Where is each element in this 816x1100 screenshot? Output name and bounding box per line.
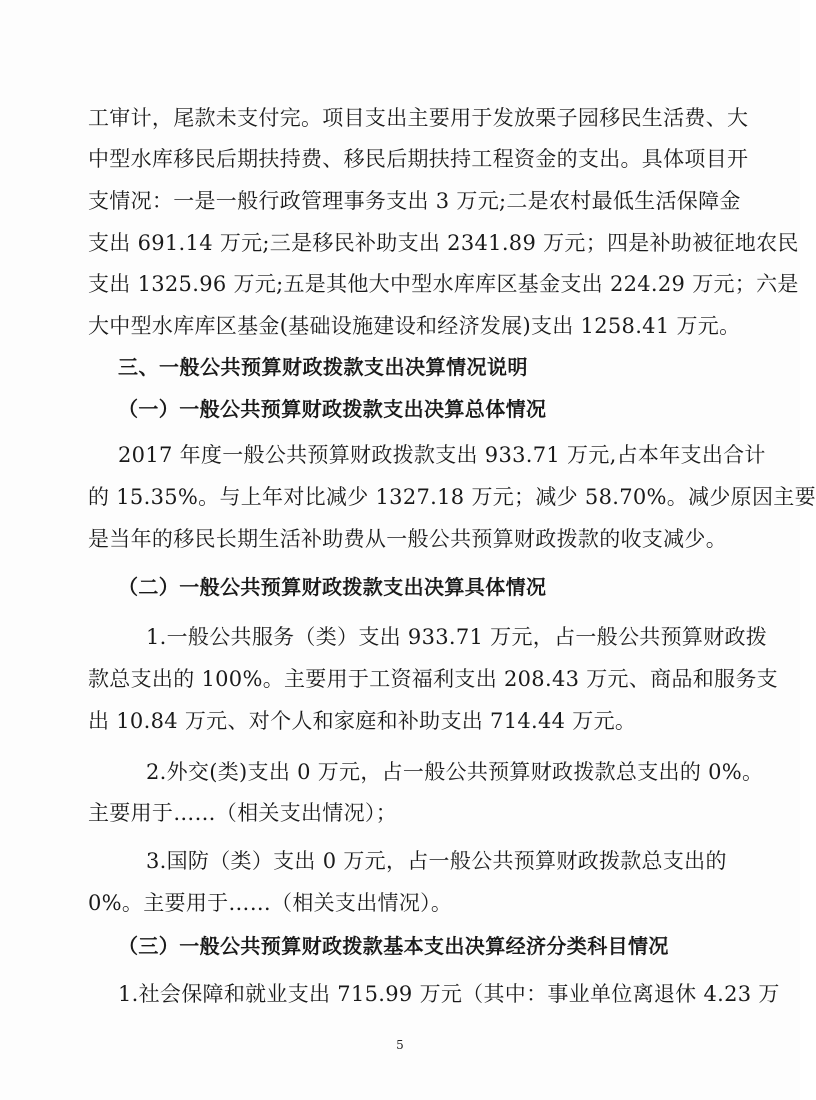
paragraph-line: 支情况：一是一般行政管理事务支出 3 万元;二是农村最低生活保障金 [88, 189, 741, 213]
paragraph-line: 支出 691.14 万元;三是移民补助支出 2341.89 万元；四是补助被征地农民 [88, 231, 799, 255]
subsection-heading: （三）一般公共预算财政拨款基本支出决算经济分类科目情况 [118, 934, 669, 958]
paragraph-line: 工审计，尾款未支付完。项目支出主要用于发放栗子园移民生活费、大 [88, 106, 749, 130]
paragraph-line: 1.社会保障和就业支出 715.99 万元（其中：事业单位离退休 4.23 万 [118, 982, 780, 1006]
section-heading: 三、一般公共预算财政拨款支出决算情况说明 [118, 355, 528, 379]
paragraph-line: 出 10.84 万元、对个人和家庭和补助支出 714.44 万元。 [88, 709, 637, 733]
paragraph-line: 2.外交(类)支出 0 万元，占一般公共预算财政拨款总支出的 0%。 [146, 760, 764, 784]
paragraph-line: 0%。主要用于……（相关支出情况）。 [88, 891, 453, 915]
paragraph-line: 款总支出的 100%。主要用于工资福利支出 208.43 万元、商品和服务支 [88, 667, 778, 691]
paragraph-line: 主要用于……（相关支出情况）； [88, 801, 397, 825]
paragraph-line: 大中型水库库区基金(基础设施建设和经济发展)支出 1258.41 万元。 [88, 314, 741, 338]
page-number: 5 [396, 1038, 404, 1052]
paragraph-line: 是当年的移民长期生活补助费从一般公共预算财政拨款的收支减少。 [88, 527, 727, 551]
subsection-heading: （一）一般公共预算财政拨款支出决算总体情况 [118, 397, 547, 421]
paragraph-line: 中型水库移民后期扶持费、移民后期扶持工程资金的支出。具体项目开 [88, 147, 749, 171]
paragraph-line: 的 15.35%。与上年对比减少 1327.18 万元；减少 58.70%。减少原因主要 [88, 485, 816, 509]
paragraph-line: 支出 1325.96 万元;五是其他大中型水库库区基金支出 224.29 万元；六是 [88, 272, 799, 296]
paragraph-line: 2017 年度一般公共预算财政拨款支出 933.71 万元,占本年支出合计 [118, 443, 766, 467]
paragraph-line: 3.国防（类）支出 0 万元，占一般公共预算财政拨款总支出的 [146, 849, 727, 873]
subsection-heading: （二）一般公共预算财政拨款支出决算具体情况 [118, 575, 547, 599]
paragraph-line: 1.一般公共服务（类）支出 933.71 万元，占一般公共预算财政拨 [146, 625, 768, 649]
